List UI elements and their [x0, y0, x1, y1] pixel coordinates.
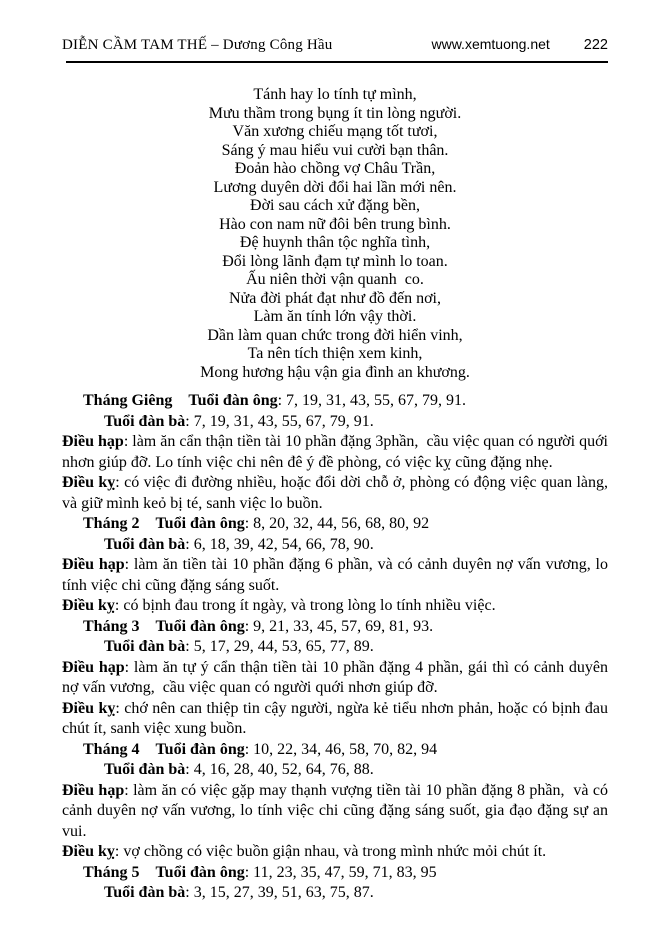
men-ages-values: : 10, 22, 34, 46, 58, 70, 82, 94: [244, 740, 438, 758]
men-ages-label: Tuổi đàn ông: [155, 740, 245, 758]
month-heading: [62, 391, 608, 412]
men-ages-label: Tuổi đàn ông: [188, 392, 278, 409]
favorable-text: : làm ăn tự ý cẩn thận tiền tài 10 phần đặng 4 phần, gái thì có cảnh duyên nợ vấn vương, cầu việc quan có người quới nhơn giúp đỡ.: [62, 658, 612, 696]
unfavorable-text: : có bịnh đau trong ít ngày, và trong lòng lo tính nhiều việc.: [114, 597, 496, 614]
favorable-label: Điều hạp: [62, 433, 124, 450]
unfavorable-label: Điều kỵ: [62, 597, 115, 614]
men-ages-label: Tuổi đàn ông: [155, 515, 245, 532]
unfavorable-text: : chớ nên can thiệp tin cậy người, ngừa kẻ tiểu nhơn phản, hoặc có bịnh đau chút ít, sanh việc xung buồn.: [62, 699, 612, 737]
men-ages-label: Tuổi đàn ông: [155, 863, 245, 881]
poem-line: Đoản hào chồng vợ Châu Trần,: [234, 160, 436, 177]
month-name: Tháng 5: [83, 863, 140, 881]
poem-line: Mong hương hậu vận gia đình an khương.: [200, 363, 470, 381]
header-divider: [66, 61, 608, 63]
women-ages-label: Tuổi đàn bà: [104, 884, 186, 901]
poem-line: Sáng ý mau hiểu vui cười bạn thân.: [221, 141, 449, 159]
favorable-text: : làm ăn cẩn thận tiền tài 10 phần đặng 3phần, cầu việc quan có người quới nhơn giúp đỡ. Lo tính việc chi nên đê ý đề phòng, có việc kỵ cũng đặng nhẹ.: [62, 433, 613, 471]
unfavorable-paragraph: [62, 842, 608, 863]
women-ages-line: [62, 637, 608, 658]
poem-line: Đời sau cách xử đặng bền,: [250, 197, 420, 214]
unfavorable-text: : có việc đi đường nhiều, hoặc đổi dời chỗ ở, phòng có động việc quan làng, và giữ mình keỏ bị té, sanh việc lo buồn.: [62, 474, 612, 512]
unfavorable-paragraph: [62, 596, 608, 617]
month-heading: [62, 514, 608, 535]
favorable-paragraph: [62, 781, 613, 843]
website-url: www.xemtuong.net: [431, 36, 550, 52]
favorable-label: Điều hạp: [62, 658, 125, 676]
month-heading: [62, 863, 608, 884]
month-section-gieng: [62, 391, 613, 514]
poem-line: Làm ăn tính lớn vậy thời.: [253, 308, 417, 325]
women-ages-line: [62, 412, 608, 433]
page-header: [62, 36, 608, 54]
men-ages-values: : 7, 19, 31, 43, 55, 67, 79, 91.: [277, 392, 467, 409]
month-name: Tháng Giêng: [83, 392, 173, 409]
poem-line: Đổi lòng lãnh đạm tự mình lo toan.: [222, 252, 448, 270]
men-ages-label: Tuổi đàn ông: [155, 617, 245, 635]
month-heading: [62, 740, 608, 761]
women-ages-line: [62, 883, 608, 904]
favorable-text: : làm ăn có việc gặp may thạnh vượng tiền tài 10 phần đặng 8 phần, và có cảnh duyên nợ vấn vương, lo tính việc chi cũng đặng sáng suốt, gia đạo đặng sự an vui.: [62, 781, 613, 840]
men-ages-values: : 9, 21, 33, 45, 57, 69, 81, 93.: [244, 617, 434, 635]
women-ages-label: Tuổi đàn bà: [104, 535, 186, 553]
book-title: DIỄN CẦM TAM THẾ – Dương Công Hầu: [62, 37, 333, 53]
month-heading: [62, 617, 608, 638]
poem-line: Đệ huynh thân tộc nghĩa tình,: [239, 234, 431, 251]
favorable-label: Điều hạp: [62, 781, 125, 799]
favorable-paragraph: [62, 432, 613, 473]
page-number: 222: [583, 37, 608, 53]
women-ages-line: [62, 535, 608, 556]
poem-line: Văn xương chiếu mạng tốt tươi,: [232, 123, 438, 140]
favorable-text: : làm ăn tiền tài 10 phần đặng 6 phần, và có cảnh duyên nợ vấn vương, lo tính việc chi cũng đặng sáng suốt.: [62, 556, 613, 594]
poem-line: Nửa đời phát đạt như đồ đến nơi,: [228, 289, 441, 307]
monthly-forecast: [62, 391, 613, 904]
month-name: Tháng 2: [83, 515, 140, 532]
poem-line: Hào con nam nữ đôi bên trung bình.: [219, 215, 451, 233]
favorable-paragraph: [62, 555, 613, 596]
women-ages-line: [62, 760, 608, 781]
women-ages-values: : 3, 15, 27, 39, 51, 63, 75, 87.: [185, 884, 374, 901]
unfavorable-text: : vợ chồng có việc buồn giận nhau, và trong mình nhức mỏi chút ít.: [114, 843, 547, 860]
poem-line: Tánh hay lo tính tự mình,: [253, 86, 417, 103]
unfavorable-label: Điều kỵ: [62, 474, 116, 491]
women-ages-label: Tuổi đàn bà: [104, 412, 186, 430]
poem-line: Ấu niên thời vận quanh co.: [246, 271, 424, 288]
favorable-label: Điều hạp: [62, 556, 125, 573]
poem-line: Mưu thầm trong bụng ít tin lòng người.: [208, 104, 462, 122]
women-ages-values: : 4, 16, 28, 40, 52, 64, 76, 88.: [185, 761, 374, 778]
header-right: [432, 36, 609, 53]
month-name: Tháng 3: [83, 617, 140, 635]
unfavorable-paragraph: [62, 699, 612, 740]
poem-line: Dần làm quan chức trong đời hiển vinh,: [207, 326, 463, 344]
women-ages-values: : 6, 18, 39, 42, 54, 66, 78, 90.: [185, 535, 374, 553]
men-ages-values: : 8, 20, 32, 44, 56, 68, 80, 92: [244, 515, 430, 532]
women-ages-values: : 5, 17, 29, 44, 53, 65, 77, 89.: [185, 638, 374, 655]
men-ages-values: : 11, 23, 35, 47, 59, 71, 83, 95: [244, 863, 437, 881]
women-ages-values: : 7, 19, 31, 43, 55, 67, 79, 91.: [185, 412, 374, 430]
month-section-5: [62, 863, 608, 904]
unfavorable-paragraph: [62, 473, 612, 514]
month-section-3: [62, 617, 612, 740]
favorable-paragraph: [62, 658, 612, 699]
poem-line: Lương duyên dời đổi hai lần mới nên.: [213, 178, 457, 196]
month-section-2: [62, 514, 613, 617]
month-section-4: [62, 740, 613, 863]
women-ages-label: Tuổi đàn bà: [104, 638, 186, 655]
poem: [62, 86, 608, 382]
unfavorable-label: Điều kỵ: [62, 699, 116, 717]
women-ages-label: Tuổi đàn bà: [104, 761, 186, 778]
month-name: Tháng 4: [83, 740, 140, 758]
poem-line: Ta nên tích thiện xem kinh,: [247, 345, 423, 362]
unfavorable-label: Điều kỵ: [62, 843, 115, 860]
